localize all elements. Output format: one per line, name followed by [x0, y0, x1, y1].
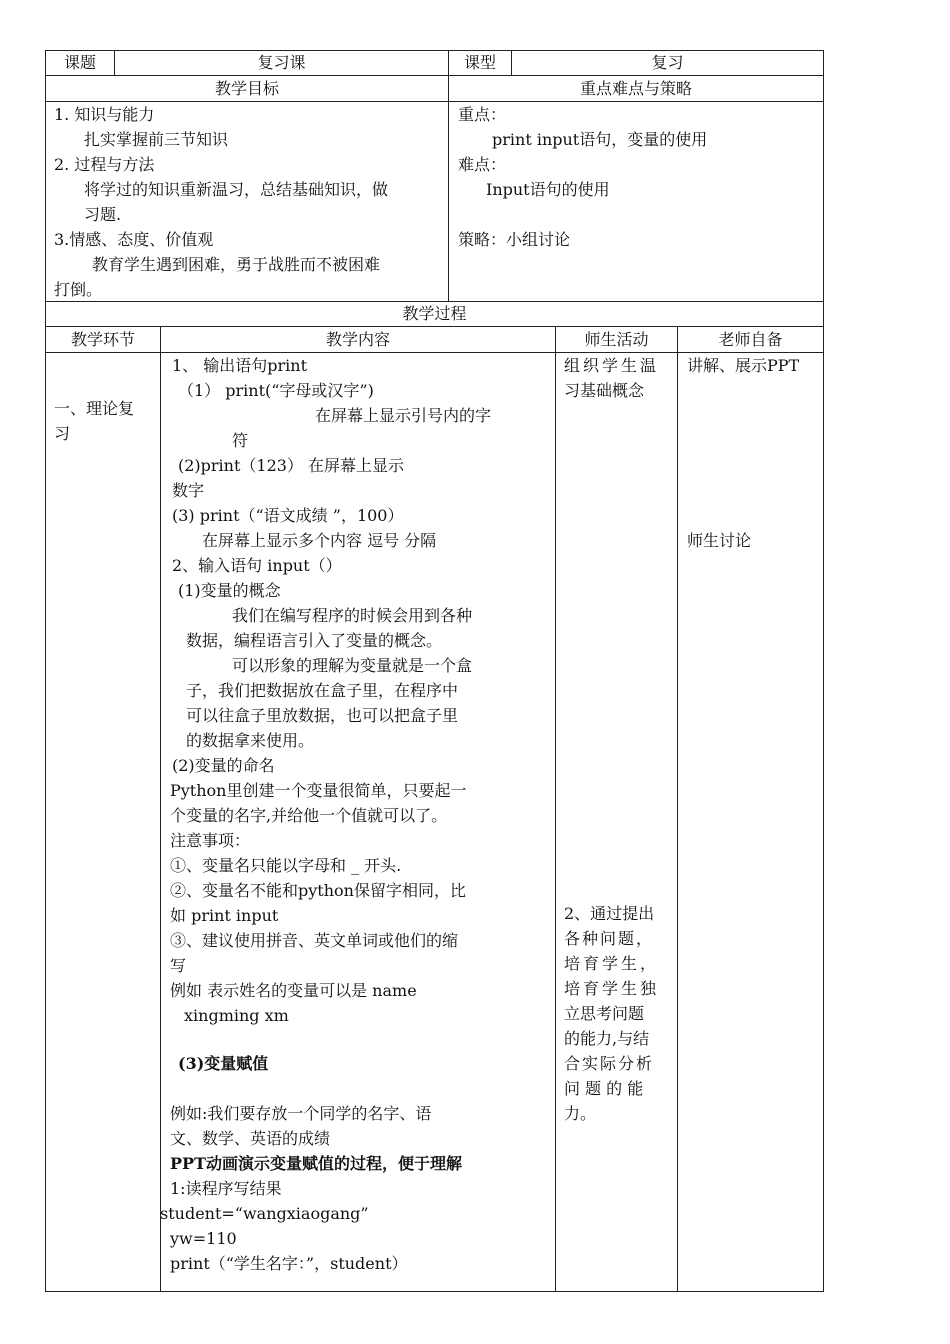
content-line: xingming xm [184, 1006, 289, 1025]
activity-line: 培育学生， [564, 954, 660, 973]
content-line: 数字 [172, 481, 205, 500]
column-header: 师生活动 [584, 330, 649, 349]
objective-line: 习题. [84, 205, 122, 224]
content-line: 注意事项： [170, 831, 251, 850]
stage-label: 习 [54, 424, 71, 443]
objective-line: 1. 知识与能力 [54, 105, 155, 124]
content-line: 文、数学、英语的成绩 [170, 1129, 331, 1148]
activity-line: 培育学生独 [564, 979, 660, 998]
activity-line: 力。 [564, 1104, 597, 1123]
content-line: （1） print(“字母或汉字”) [178, 381, 374, 400]
activity-line: 合实际分析 [564, 1054, 655, 1073]
topic-label: 课题 [63, 53, 96, 72]
key-text: print input语句，变量的使用 [492, 130, 708, 149]
content-line: 可以往盒子里放数据，也可以把盒子里 [186, 706, 459, 725]
content-line: 例如:我们要存放一个同学的名字、语 [170, 1104, 432, 1123]
strategy-text: 策略：小组讨论 [458, 230, 571, 249]
content-line: (2)变量的命名 [172, 756, 275, 775]
objective-line: 教育学生遇到困难，勇于战胜而不被困难 [92, 255, 381, 274]
content-line: (1)变量的概念 [178, 581, 281, 600]
key-label: 重点： [458, 105, 507, 124]
activity-line: 问 题 的 能 [564, 1079, 644, 1098]
activity-line: 各种问题， [564, 929, 655, 948]
code-line: yw=110 [170, 1229, 237, 1248]
content-line: 子，我们把数据放在盒子里，在程序中 [186, 681, 459, 700]
difficulty-text: Input语句的使用 [486, 180, 610, 199]
key-points-heading: 重点难点与策略 [579, 79, 692, 98]
content-line: 可以形象的理解为变量就是一个盒 [232, 656, 473, 675]
content-line: 例如 表示姓名的变量可以是 name [170, 981, 417, 1000]
process-heading: 教学过程 [402, 304, 467, 323]
content-line: 的数据拿来使用。 [186, 731, 315, 750]
objective-line: 将学过的知识重新温习，总结基础知识，做 [84, 180, 389, 199]
prep-line: 讲解、展示PPT [687, 356, 800, 375]
content-line: 写 [170, 956, 187, 975]
content-line: ①、变量名只能以字母和 _ 开头. [170, 856, 402, 875]
prep-line: 师生讨论 [687, 531, 752, 550]
content-line: Python里创建一个变量很简单，只要起一 [170, 781, 467, 800]
code-line: student=“wangxiaogang” [160, 1204, 369, 1223]
content-line: 在屏幕上显示引号内的字 [315, 406, 492, 425]
content-line: ②、变量名不能和python保留字相同，比 [170, 881, 466, 900]
type-label: 课型 [463, 53, 496, 72]
activity-line: 组织学生温 [564, 356, 660, 375]
content-line: 数据，编程语言引入了变量的概念。 [186, 631, 443, 650]
difficulty-label: 难点： [458, 155, 507, 174]
content-line: 符 [232, 431, 249, 450]
content-line: 个变量的名字,并给他一个值就可以了。 [170, 806, 448, 825]
column-header: 教学环节 [70, 330, 135, 349]
activity-line: 的能力,与结 [564, 1029, 650, 1048]
column-header: 教学内容 [325, 330, 390, 349]
content-line: 在屏幕上显示多个内容 逗号 分隔 [202, 531, 437, 550]
content-line: 如 print input [170, 906, 279, 925]
objective-line: 扎实掌握前三节知识 [84, 130, 229, 149]
activity-line: 2、通过提出 [564, 904, 655, 923]
content-line: ③、建议使用拼音、英文单词或他们的缩 [170, 931, 459, 950]
code-line: print（“学生名字：”，student） [170, 1254, 408, 1273]
content-line: (3) print（“语文成绩 ”，100） [172, 506, 404, 525]
objective-line: 3.情感、态度、价值观 [54, 230, 214, 249]
content-emphasis: PPT动画演示变量赋值的过程，便于理解 [170, 1154, 462, 1173]
content-line: (2)print（123） 在屏幕上显示 [178, 456, 405, 475]
objective-line: 打倒。 [54, 280, 103, 299]
objectives-heading: 教学目标 [214, 79, 279, 98]
type-value: 复习 [651, 53, 684, 72]
activity-line: 立思考问题 [564, 1004, 645, 1023]
content-line: 1、 输出语句print [172, 356, 308, 375]
content-subheading: (3)变量赋值 [178, 1054, 269, 1073]
column-header: 老师自备 [718, 330, 783, 349]
content-line: 我们在编写程序的时候会用到各种 [232, 606, 473, 625]
topic-value: 复习课 [257, 53, 306, 72]
content-line: 1:读程序写结果 [170, 1179, 282, 1198]
objective-line: 2. 过程与方法 [54, 155, 155, 174]
stage-label: 一、理论复 [54, 399, 135, 418]
activity-line: 习基础概念 [564, 381, 645, 400]
content-line: 2、输入语句 input（） [172, 556, 342, 575]
